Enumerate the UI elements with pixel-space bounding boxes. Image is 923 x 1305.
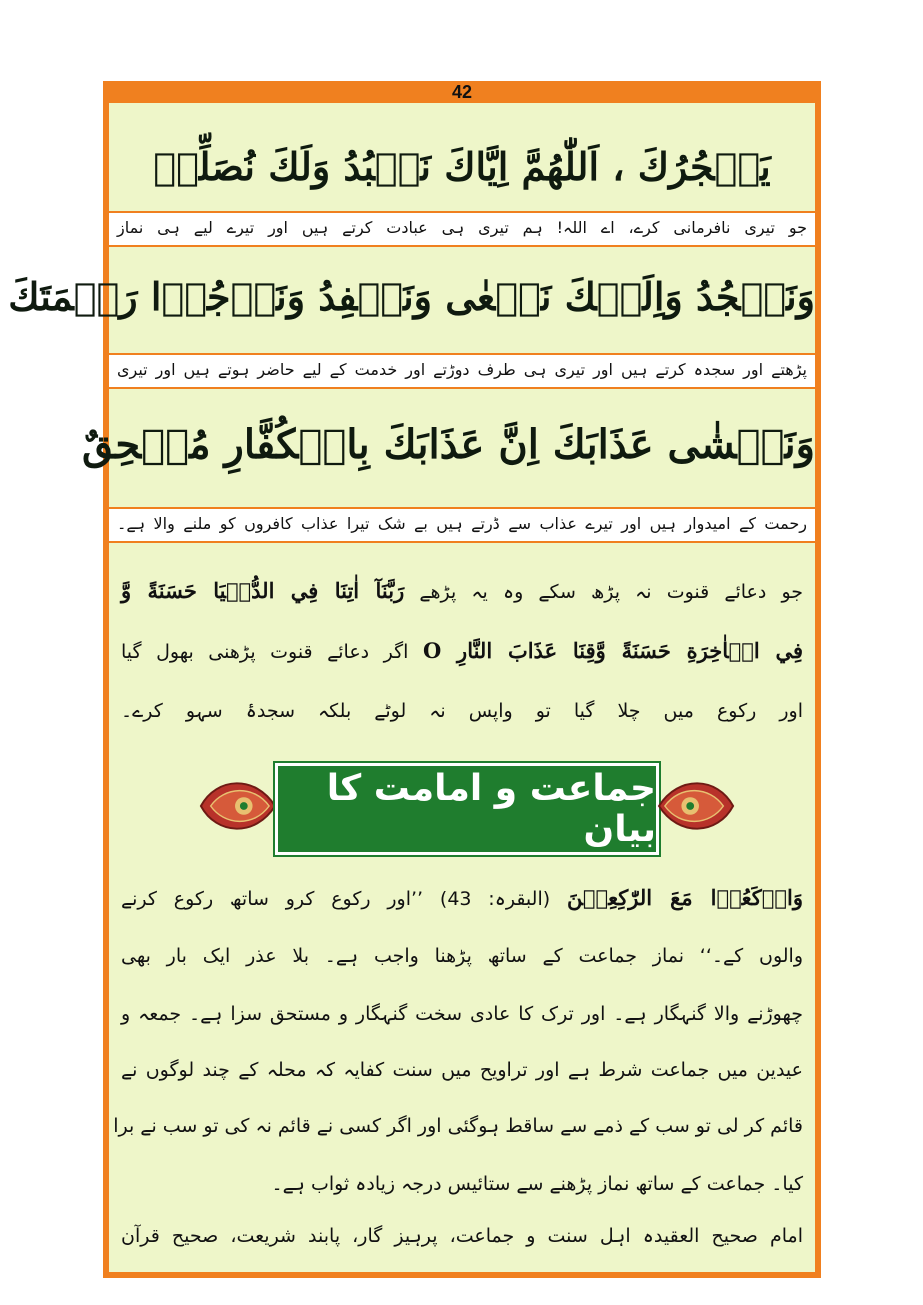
qunoot-arabic-line-3: وَنَخۡشٰى عَذَابَكَ اِنَّ عَذَابَكَ بِالۡكُفَّارِ مُلۡحِقٌ: [81, 421, 815, 468]
paragraph-2-text: (البقرہ: 43) ’’اور رکوع کرو ساتھ رکوع کرنے: [121, 888, 551, 910]
paragraph-2-line-6: کیا۔ جماعت کے ساتھ نماز پڑھنے سے ستائیس درجہ زیادہ ثواب ہے۔: [271, 1173, 803, 1195]
paragraph-1-line-3: [121, 700, 803, 722]
page-frame: [8, 81, 821, 1278]
qunoot-translation-line-2: پڑھتے اور سجدہ کرتے ہیں اور تیری ہی طرف دوڑتے اور خدمت کے لیے حاضر ہوتے ہیں اور تیری: [109, 353, 815, 389]
paragraph-1-text: جو دعائے قنوت نہ پڑھ سکے وہ یہ پڑھے: [419, 581, 804, 603]
paragraph-1-line-2: [121, 638, 803, 663]
section-title: جماعت و امامت کا بیان: [326, 768, 656, 850]
paragraph-2-line-3: چھوڑنے والا گنہگار ہے۔ اور ترک کا عادی سخت گنہگار و مستحق سزا ہے۔ جمعہ و: [121, 1003, 803, 1025]
paragraph-2-line-2: والوں کے۔‘‘ نماز جماعت کے ساتھ پڑھنا واجب ہے۔ بلا عذر ایک بار بھی: [121, 945, 803, 967]
section-title-box: [275, 763, 659, 855]
qunoot-arabic-line-2: وَنَسۡجُدُ وَاِلَيۡكَ نَسۡعٰى وَنَحۡفِدُ وَنَرۡجُوۡا رَحۡمَتَكَ: [8, 274, 815, 319]
quran-verse: رَبَّنَآ اٰتِنَا فِي الدُّنۡيَا حَسَنَةً وَّ: [121, 578, 405, 603]
section-banner: [197, 757, 737, 855]
quran-verse: وَارۡكَعُوۡا مَعَ الرّٰكِعِيۡنَ: [566, 885, 803, 910]
paragraph-1-text: اگر دعائے قنوت پڑھنی بھول گیا: [121, 641, 409, 663]
qunoot-translation-line-3: رحمت کے امیدوار ہیں اور تیرے عذاب سے ڈرتے ہیں بے شک تیرا عذاب کافروں کو ملنے والا ہے۔: [109, 507, 815, 543]
paragraph-2-line-5: قائم کر لی تو سب کے ذمے سے ساقط ہوگئی اور اگر کسی نے قائم نہ کی تو سب نے برا: [113, 1115, 803, 1137]
paragraph-2-line-4: عیدین میں جماعت شرط ہے اور تراویح میں سنت کفایہ کہ محلہ کے چند لوگوں نے: [121, 1059, 803, 1081]
floral-ornament-icon: [197, 767, 275, 845]
qunoot-translation-line-1: جو تیری نافرمانی کرے، اے اللہ! ہم تیری ہی عبادت کرتے ہیں اور تیرے لیے ہی نماز: [109, 211, 815, 247]
paragraph-1-line-1: [121, 578, 803, 603]
paragraph-2-line-1: [121, 885, 803, 910]
floral-ornament-icon: [659, 767, 737, 845]
paragraph-3-line-1: امام صحیح العقیدہ اہل سنت و جماعت، پرہیز گار، پابند شریعت، صحیح قرآن: [121, 1225, 803, 1247]
qunoot-arabic-line-1: يَفۡجُرُكَ ، اَللّٰهُمَّ اِيَّاكَ نَعۡبُدُ وَلَكَ نُصَلِّيۡ: [153, 144, 771, 189]
quran-verse: فِي الۡاٰخِرَةِ حَسَنَةً وَّقِنَا عَذَابَ النَّارِ O: [422, 638, 803, 663]
page-number: 42: [451, 82, 473, 102]
paragraph-1-text: اور رکوع میں چلا گیا تو واپس نہ لوٹے بلکہ سجدۂ سہو کرے۔: [121, 700, 803, 722]
